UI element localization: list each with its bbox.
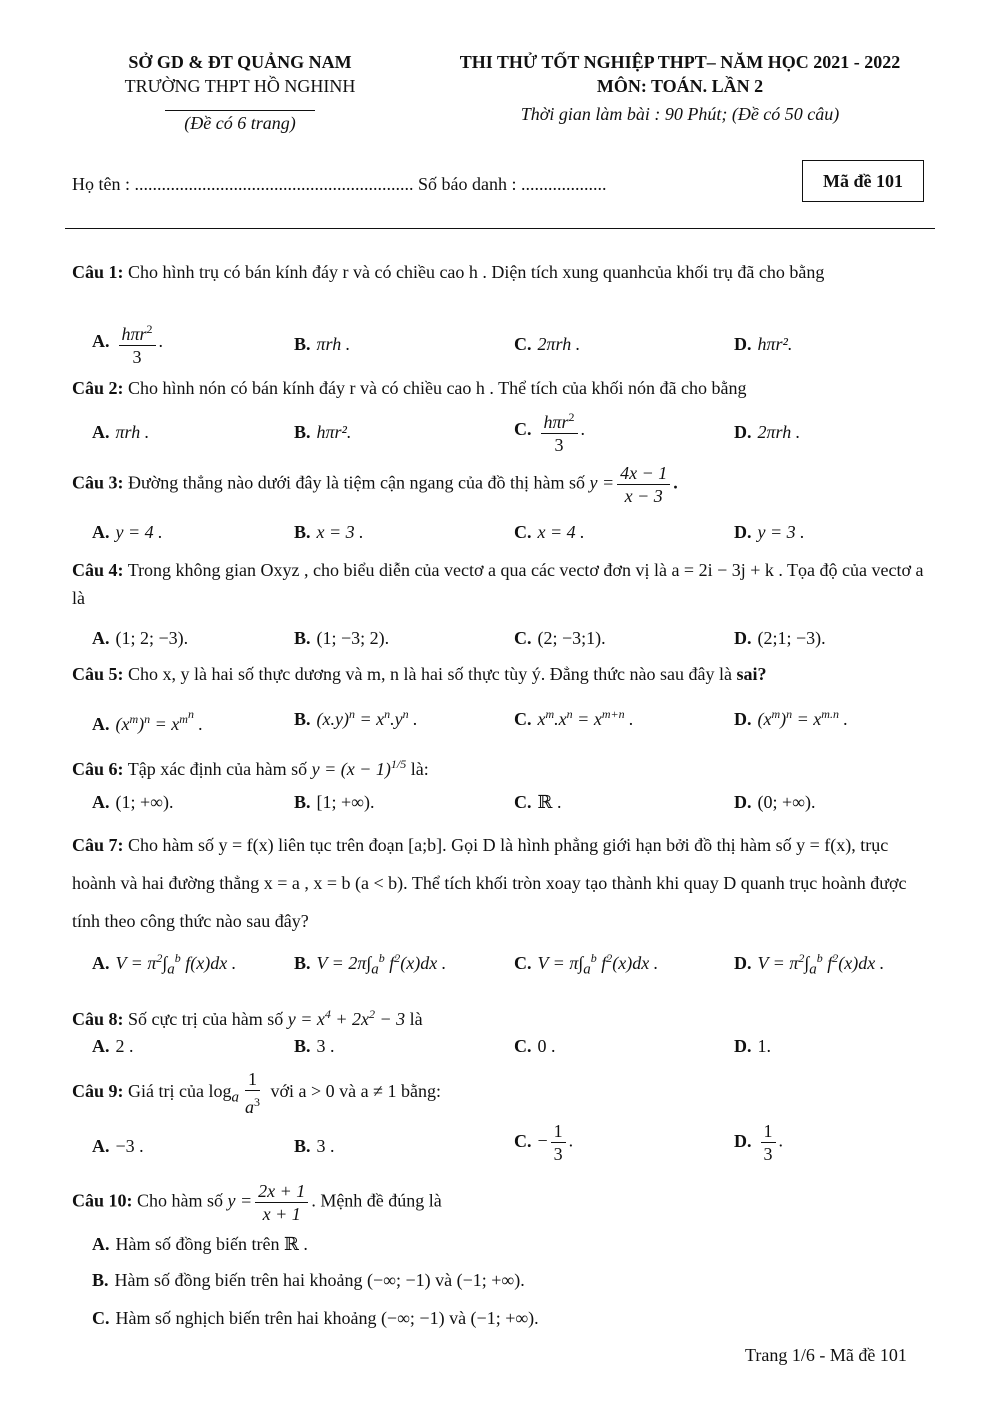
pages-note: (Đề có 6 trang) xyxy=(184,113,296,133)
option-a[interactable]: A. 2 . xyxy=(92,1036,134,1056)
option-a[interactable]: A. $(x^m)^n = x^{m^n}$ . xyxy=(92,707,203,734)
option-b[interactable]: B. x = 3 . xyxy=(294,522,364,542)
question-1 xyxy=(72,258,932,367)
option-b[interactable]: B. Hàm số đồng biến trên hai khoảng (−∞; −1) và (−1; +∞). xyxy=(92,1270,525,1290)
option-b[interactable]: B. 3 . xyxy=(294,1136,335,1156)
option-d[interactable]: D. y = 3 . xyxy=(734,522,805,542)
option-b[interactable]: B. πrh . xyxy=(294,334,351,354)
option-a[interactable]: A. Hàm số đồng biến trên ℝ . xyxy=(92,1234,308,1254)
question-label: Câu 2: xyxy=(72,378,124,398)
question-text: Cho x, y là hai số thực dương và m, n là hai số thực tùy ý. Đẳng thức nào sau đây là xyxy=(128,664,732,684)
question-text: Cho hình nón có bán kính đáy r và có chiều cao h . Thể tích của khối nón đã cho bằng xyxy=(128,378,747,398)
question-5 xyxy=(72,660,932,734)
option-c[interactable]: C. (2; −3;1). xyxy=(514,628,606,648)
school-name: TRƯỜNG THPT HỒ NGHINH xyxy=(124,76,356,96)
question-label: Câu 9: xyxy=(72,1081,124,1102)
option-c[interactable]: C. $x^m.x^n = x^{m+n}$ . xyxy=(514,707,634,729)
option-d[interactable]: D. (0; +∞). xyxy=(734,792,816,812)
question-label: Câu 4: xyxy=(72,560,124,580)
option-c[interactable]: C. − $\frac{1}{3}$ . xyxy=(514,1121,574,1164)
option-a[interactable]: A. $V = \pi^2\int_a^b$ f(x)dx . xyxy=(92,951,237,978)
option-c[interactable]: C. 0 . xyxy=(514,1036,556,1056)
question-label: Câu 3: xyxy=(72,472,124,493)
option-d[interactable]: D. $(x^m)^n = x^{m.n}$ . xyxy=(734,707,848,729)
question-label: Câu 7: xyxy=(72,835,124,855)
question-3: Câu 3: Đường thẳng nào dưới đây là tiệm cận ngang của đồ thị hàm số y = $\frac{4x - 1}{x - 3}$ . A. y = 4 . B. x = 3 . C. x = 4 . D. y = 3 . xyxy=(72,462,932,507)
question-text: Giá trị của xyxy=(128,1081,204,1102)
page-footer: Trang 1/6 - Mã đề 101 xyxy=(745,1345,907,1365)
question-text: Số cực trị của hàm số xyxy=(128,1009,284,1029)
option-b[interactable]: B. (1; −3; 2). xyxy=(294,628,390,648)
option-c[interactable]: C. x = 4 . xyxy=(514,522,585,542)
option-c[interactable]: C. $\frac{h\pi r^2}{3}$ . xyxy=(514,406,585,456)
question-label: Câu 1: xyxy=(72,262,124,282)
option-d[interactable]: D. 1. xyxy=(734,1036,771,1056)
question-6: Câu 6: Tập xác định của hàm số $y = (x - 1)^{1/5}$ là: A. (1; +∞). B. [1; +∞). C. ℝ . D. (0; +∞). xyxy=(72,750,932,783)
question-2 xyxy=(72,374,932,455)
subject: MÔN: TOÁN. LẦN 2 xyxy=(596,76,764,96)
header-rule xyxy=(65,228,935,229)
question-label: Câu 5: xyxy=(72,664,124,684)
student-info-line: Họ tên : .............................................................. Số báo danh : ................... xyxy=(72,174,607,194)
option-b[interactable]: B. $(x.y)^n = x^n.y^n$ . xyxy=(294,707,418,729)
time-note: Thời gian làm bài : 90 Phút; (Đề có 50 câu) xyxy=(520,104,840,124)
exam-title: THI THỬ TỐT NGHIỆP THPT– NĂM HỌC 2021 - 2022 xyxy=(459,52,901,72)
option-c[interactable]: C. Hàm số nghịch biến trên hai khoảng (−∞; −1) và (−1; +∞). xyxy=(92,1308,539,1328)
header-right xyxy=(420,50,940,125)
option-d[interactable]: D. 2πrh . xyxy=(734,422,801,442)
option-c[interactable]: C. ℝ . xyxy=(514,792,562,812)
option-a[interactable]: A. (1; +∞). xyxy=(92,792,174,812)
option-d[interactable]: D. (2;1; −3). xyxy=(734,628,826,648)
question-label: Câu 10: xyxy=(72,1190,133,1211)
divider xyxy=(165,110,315,111)
question-10: Câu 10: Cho hàm số y = $\frac{2x + 1}{x + 1}$ . Mệnh đề đúng là A. Hàm số đồng biến trên ℝ . B. Hàm số đồng biến trên hai khoảng (−∞; −1) và (−1; +∞). C. Hàm số nghịch biến trên hai khoảng (−∞; −1) và (−1; +∞). xyxy=(72,1180,932,1225)
option-a[interactable]: A. (1; 2; −3). xyxy=(92,628,189,648)
question-text: Cho hình trụ có bán kính đáy r và có chiều cao h . Diện tích xung quanhcủa khối trụ đã cho bằng xyxy=(128,262,825,282)
question-7 xyxy=(72,826,932,978)
question-text: Cho hàm số xyxy=(137,1190,224,1211)
option-b[interactable]: B. $V = 2\pi\int_a^b$ $f^2(x)dx$ . xyxy=(294,951,447,978)
option-b[interactable]: B. hπr². xyxy=(294,422,352,442)
dept-name: SỞ GD & ĐT QUẢNG NAM xyxy=(128,52,352,72)
option-a[interactable]: A. πrh . xyxy=(92,422,150,442)
question-4 xyxy=(72,556,932,648)
option-d[interactable]: D. $\frac{1}{3}$ . xyxy=(734,1121,783,1164)
question-8: Câu 8: Số cực trị của hàm số $y = x^4 + 2x^2 - 3$ là A. 2 . B. 3 . C. 0 . D. 1. xyxy=(72,1000,932,1033)
question-text: Tập xác định của hàm số xyxy=(127,759,308,779)
option-d[interactable]: D. $V = \pi^2\int_a^b$ $f^2(x)dx$ . xyxy=(734,951,885,978)
question-9: Câu 9: Giá trị của $\log_a$ $\frac{1}{a^3}$ với a > 0 và a ≠ 1 bằng: A. −3 . B. 3 . C. − $\frac{1}{3}$ . D. $\frac{1}{3}$ . xyxy=(72,1069,783,1164)
question-label: Câu 8: xyxy=(72,1009,124,1029)
option-b[interactable]: B. [1; +∞). xyxy=(294,792,375,812)
option-d[interactable]: D. hπr². xyxy=(734,334,793,354)
option-a[interactable]: A. $\frac{h\pi r^2}{3}$ . xyxy=(92,318,163,368)
option-c[interactable]: C. 2πrh . xyxy=(514,334,581,354)
emphasis: sai? xyxy=(736,664,767,684)
question-text: Đường thẳng nào dưới đây là tiệm cận ngang của đồ thị hàm số xyxy=(128,472,585,493)
option-b[interactable]: B. 3 . xyxy=(294,1036,335,1056)
option-a[interactable]: A. y = 4 . xyxy=(92,522,163,542)
option-c[interactable]: C. $V = \pi\int_a^b$ $f^2(x)dx$ . xyxy=(514,951,659,978)
question-text: Cho hàm số y = f(x) liên tục trên đoạn [a;b]. Gọi D là hình phẳng giới hạn bởi đồ thị hàm số y = f(x), trục hoành và hai đường thẳng x = a , x = b (a < b). Thể tích khối tròn xoay tạo thành khi quay D quanh trục hoành được tính theo công thức nào sau đây? xyxy=(72,835,907,931)
header-left xyxy=(70,50,410,134)
question-label: Câu 6: xyxy=(72,759,124,779)
option-a[interactable]: A. −3 . xyxy=(92,1136,144,1156)
question-text: Trong không gian Oxyz , cho biểu diễn của vectơ a qua các vectơ đơn vị là a = 2i − 3j + k . Tọa độ của vectơ a là xyxy=(72,560,924,608)
exam-code-box: Mã đề 101 xyxy=(802,160,924,202)
